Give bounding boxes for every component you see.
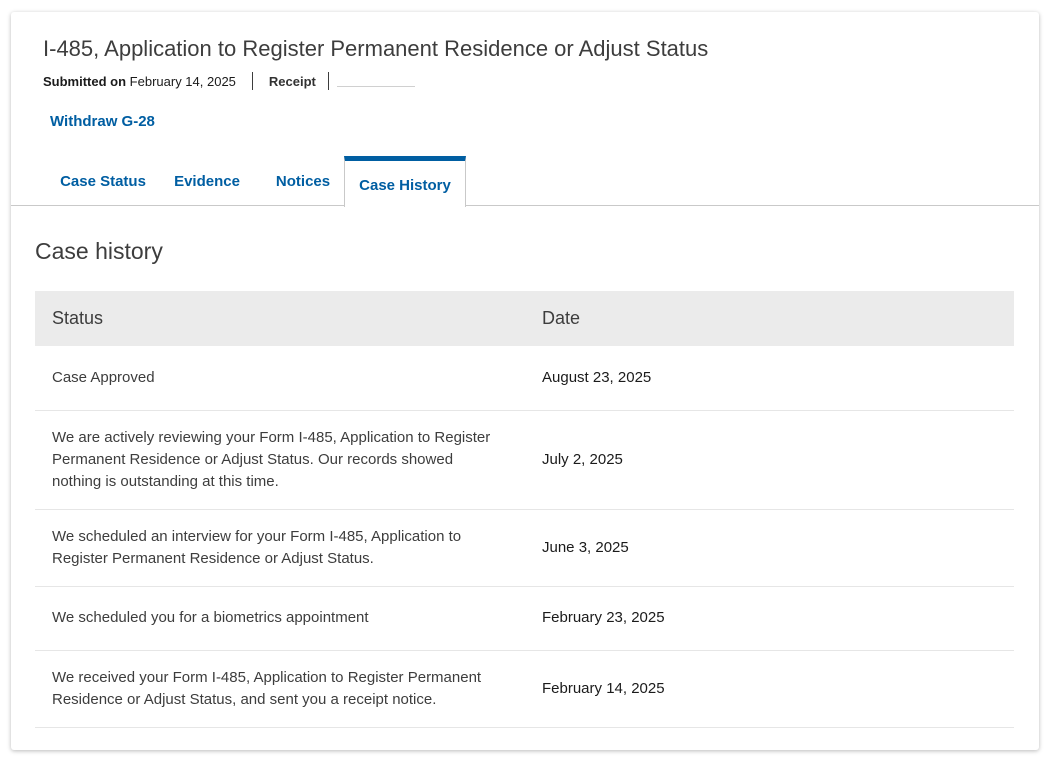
column-header-status: Status xyxy=(35,291,525,346)
meta-divider xyxy=(328,72,329,90)
tab-case-status[interactable]: Case Status xyxy=(60,172,146,190)
case-card xyxy=(11,12,1039,750)
case-history-heading: Case history xyxy=(35,238,163,264)
date-cell: July 2, 2025 xyxy=(525,410,1014,509)
table-row xyxy=(35,509,1014,586)
receipt-label: Receipt xyxy=(268,73,316,89)
status-cell: We are actively reviewing your Form I-485, Application to Register Permanent Residence or Adjust Status. Our records showed nothing is outstanding at this time. xyxy=(35,410,525,509)
table-row xyxy=(35,346,1014,410)
tab-evidence[interactable]: Evidence xyxy=(174,172,240,190)
case-history-table xyxy=(35,291,1014,728)
date-cell: February 23, 2025 xyxy=(525,586,1014,650)
table-row xyxy=(35,586,1014,650)
tab-notices[interactable]: Notices xyxy=(275,172,331,190)
status-cell: We scheduled you for a biometrics appointment xyxy=(35,586,525,650)
tab-case-history[interactable]: Case History xyxy=(344,156,466,207)
column-header-date: Date xyxy=(525,291,1014,346)
table-row xyxy=(35,410,1014,509)
case-tabs xyxy=(11,156,1039,206)
table-row xyxy=(35,650,1014,727)
meta-divider xyxy=(252,72,253,90)
status-cell: We scheduled an interview for your Form I-485, Application to Register Permanent Residence or Adjust Status. xyxy=(35,509,525,586)
status-cell: Case Approved xyxy=(35,346,525,410)
submitted-label: Submitted on xyxy=(43,73,127,89)
case-meta xyxy=(43,72,415,90)
date-cell: June 3, 2025 xyxy=(525,509,1014,586)
status-cell: We received your Form I-485, Application to Register Permanent Residence or Adjust Status, and sent you a receipt notice. xyxy=(35,650,525,727)
date-cell: February 14, 2025 xyxy=(525,650,1014,727)
withdraw-g28-link[interactable]: Withdraw G-28 xyxy=(50,113,155,130)
date-cell: August 23, 2025 xyxy=(525,346,1014,410)
redacted-receipt-number xyxy=(337,86,415,87)
submitted-date: February 14, 2025 xyxy=(129,73,236,89)
case-title: I-485, Application to Register Permanent Residence or Adjust Status xyxy=(43,36,709,61)
table-header-row xyxy=(35,291,1014,346)
